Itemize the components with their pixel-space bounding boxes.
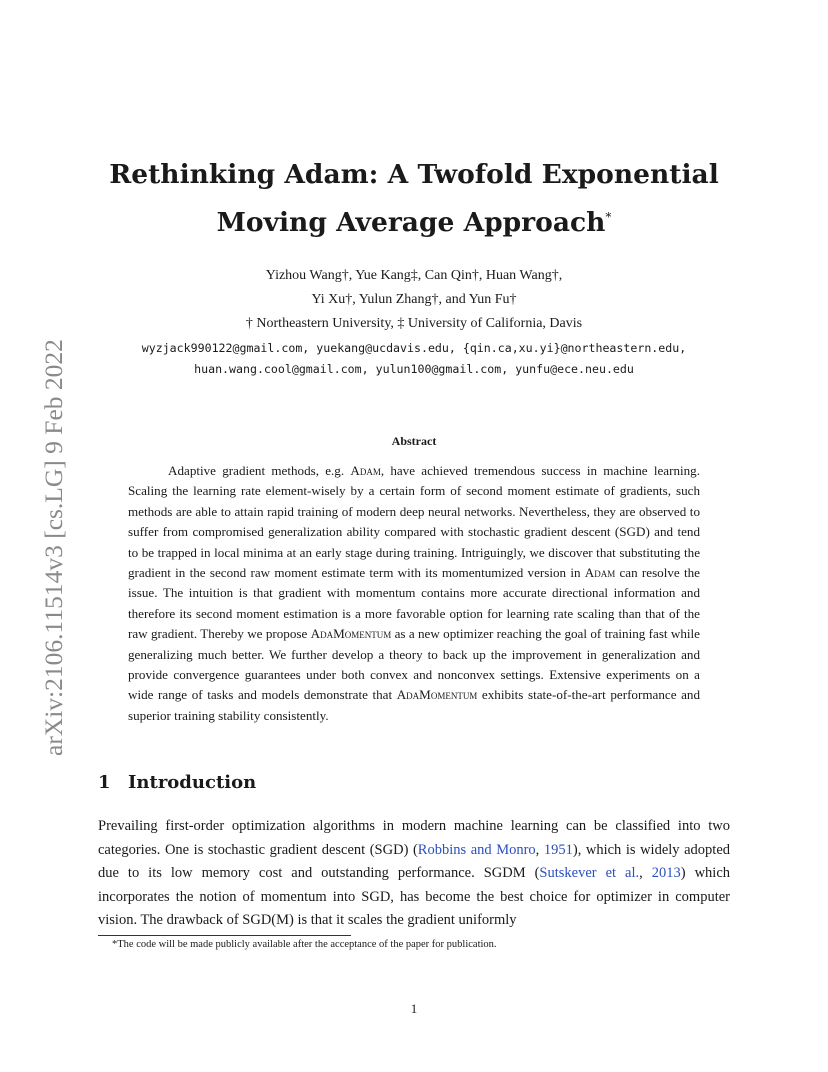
title-line-2: [100, 196, 728, 244]
footnote: *The code will be made publicly available after the acceptance of the paper for publication.: [112, 939, 497, 950]
section-number: 1: [98, 772, 111, 793]
page-number: 1: [410, 1001, 418, 1016]
footnote-divider: [98, 935, 351, 936]
section-heading: [98, 772, 256, 793]
paper-title: [100, 154, 728, 244]
intro-text-4: ,: [639, 865, 652, 881]
section-title: Introduction: [128, 772, 257, 793]
citation-sutskever-year[interactable]: 2013: [651, 865, 681, 881]
abstract-text-1: Adaptive gradient methods, e.g.: [168, 463, 351, 478]
author-block: [80, 264, 748, 336]
citation-robbins-monro[interactable]: Robbins and Monro: [417, 841, 536, 858]
intro-text-1: Prevailing first-order optimization algorithms in modern machine learning can be classified into two categories. One is stochastic gradient descent (SGD) (: [98, 818, 730, 858]
citation-sutskever[interactable]: Sutskever et al.: [539, 865, 640, 881]
adam-name-1: Adam: [350, 463, 381, 478]
arxiv-sidebar: [18, 292, 68, 756]
adamomentum-name-1: AdaMomentum: [310, 626, 392, 642]
citation-robbins-monro-year[interactable]: 1951: [543, 841, 573, 858]
adamomentum-name-2: AdaMomentum: [396, 687, 478, 703]
authors-line-1: Yizhou Wang†, Yue Kang‡, Can Qin†, Huan Wang†,: [265, 268, 563, 283]
title-footnote-mark: *: [605, 210, 612, 224]
arxiv-identifier: arXiv:2106.11514v3 [cs.LG] 9 Feb 2022: [39, 339, 68, 756]
authors-line-2: Yi Xu†, Yulun Zhang†, and Yun Fu†: [311, 292, 517, 307]
intro-paragraph: [98, 815, 730, 933]
emails-line-2: huan.wang.cool@gmail.com, yulun100@gmail.com, yunfu@ece.neu.edu: [194, 362, 634, 376]
title-line-2-text: Moving Average Approach: [216, 206, 606, 238]
abstract-text-2: , have achieved tremendous success in machine learning. Scaling the learning rate element-wisely by a certain form of second moment estimate of gradients, such methods are able to attain rapid training of modern deep neural networks. Nevertheless, they are observed to suffer from compromised generalization ability compared with stochastic gradient descent (SGD) and tend to be trapped in local minima at an early stage during training. Intriguingly, we discover that substituting the gradient in the second raw moment estimate term with its momentumized version in: [128, 463, 700, 581]
abstract-body: [128, 461, 700, 726]
intro-text-5: ) which incorporates the notion of momentum into SGD, has become the best choice for optimizer in computer vision. The drawback of SGD(M) is that it scales the gradient uniformly: [98, 865, 731, 928]
intro-text-3: ), which is widely adopted due to its low memory cost and outstanding performance. SGDM (: [98, 841, 731, 881]
abstract-text-5: exhibits state-of-the-art performance and superior training stability consistently.: [128, 687, 701, 723]
abstract-text-4: as a new optimizer reaching the goal of training fast while generalizing much better. We further develop a theory to back up the improvement in generalization and provide convergence guarantees under both convex and nonconvex settings. Extensive experiments on a wide range of tasks and models demonstrate that: [128, 626, 700, 703]
adam-name-2: Adam: [584, 565, 616, 581]
emails-line-1: wyzjack990122@gmail.com, yuekang@ucdavis.edu, {qin.ca,xu.yi}@northeastern.edu,: [141, 341, 687, 355]
title-line-1: Rethinking Adam: A Twofold Exponential: [109, 159, 719, 190]
abstract-text-3: can resolve the issue. The intuition is that gradient with momentum contains more accurate directional information and therefore its second moment estimation is a more favorable option for learning rate scaling than that of the raw gradient. Thereby we propose: [128, 565, 700, 642]
affiliations: † Northeastern University, ‡ University of California, Davis: [245, 316, 583, 331]
intro-text-2: ,: [535, 841, 544, 858]
abstract-heading: Abstract: [391, 434, 437, 448]
email-block: [80, 338, 748, 380]
